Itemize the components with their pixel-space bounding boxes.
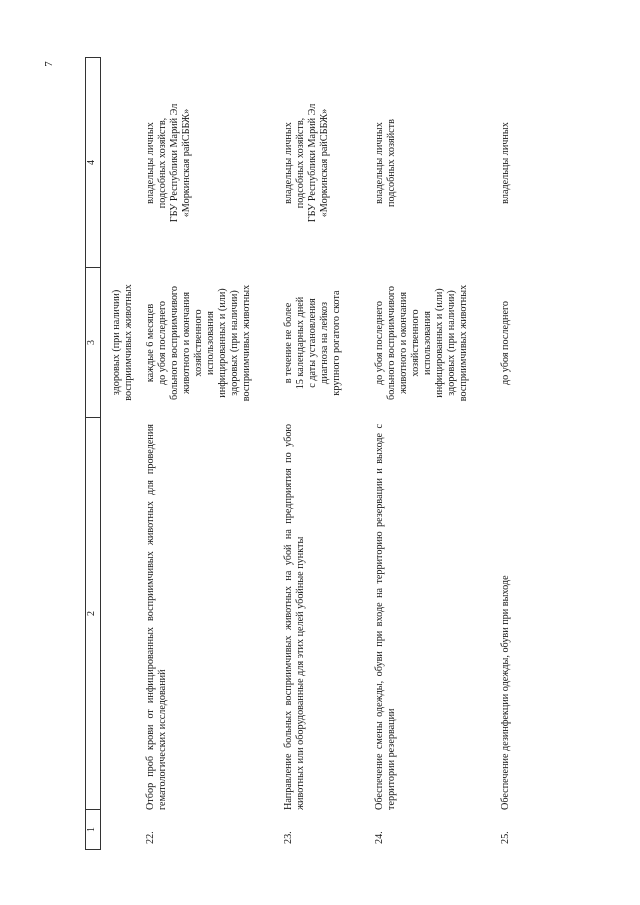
- row-task: Отбор проб крови от инфицированных восприимчивых животных для проведения гематологических исследований: [145, 424, 169, 810]
- row-term: до убоя последнего больного восприимчивого животного и окончания хозяйственного использования инфицированных и (или) здоровых (при наличии) восприимчивых животных: [373, 284, 469, 402]
- row-task: Обеспечение смены одежды, обуви при входе на территорию резервации и выходе с территории резервации: [373, 424, 397, 810]
- table-row: [135, 58, 253, 850]
- row-task: Направление больных восприимчивых животных на убой на предприятия по убою животных или оборудованные для этих целей убойные пункты: [283, 424, 307, 810]
- table-row: [273, 58, 343, 850]
- row-responsible: владельцы личных подсобных хозяйств, ГБУ Республики Марий Эл «Моркинская райСББЖ»: [283, 103, 331, 223]
- table-row: [490, 58, 512, 850]
- row-term: до убоя последнего: [499, 300, 511, 386]
- row-responsible: владельцы личных подсобных хозяйств: [373, 119, 397, 207]
- header-col-1: 1: [86, 810, 101, 850]
- row-task: Обеспечение дезинфекции одежды, обуви при выходе: [499, 575, 511, 810]
- rotated-table-sheet: [85, 58, 625, 850]
- row-term: в течение не более 15 календарных дней с даты установления диагноза на лейкоз крупного рогатого скота: [283, 290, 343, 396]
- header-col-2: 2: [86, 418, 101, 810]
- row-number: 25.: [499, 831, 511, 844]
- continuation-term: здоровых (при наличии) восприимчивых животных: [111, 284, 135, 401]
- row-term: каждые 6 месяцев до убоя последнего больного восприимчивого животного и окончания хозяйственного использования инфицированных и (или) здоровых (при наличии) восприимчивых животных: [145, 284, 253, 402]
- row-number: 24.: [373, 831, 385, 844]
- continuation-row: [101, 58, 136, 850]
- row-number: 23.: [283, 831, 295, 844]
- header-row: [86, 58, 101, 850]
- table-row: [364, 58, 470, 850]
- header-col-4: 4: [86, 58, 101, 268]
- row-number: 22.: [145, 831, 157, 844]
- measures-table: [85, 57, 135, 850]
- header-col-3: 3: [86, 268, 101, 418]
- row-responsible: владельцы личных подсобных хозяйств, ГБУ Республики Марий Эл «Моркинская райСББЖ»: [145, 103, 193, 223]
- row-responsible: владельцы личных: [499, 122, 511, 204]
- page-number: 7: [42, 61, 55, 67]
- table-body: [135, 58, 532, 850]
